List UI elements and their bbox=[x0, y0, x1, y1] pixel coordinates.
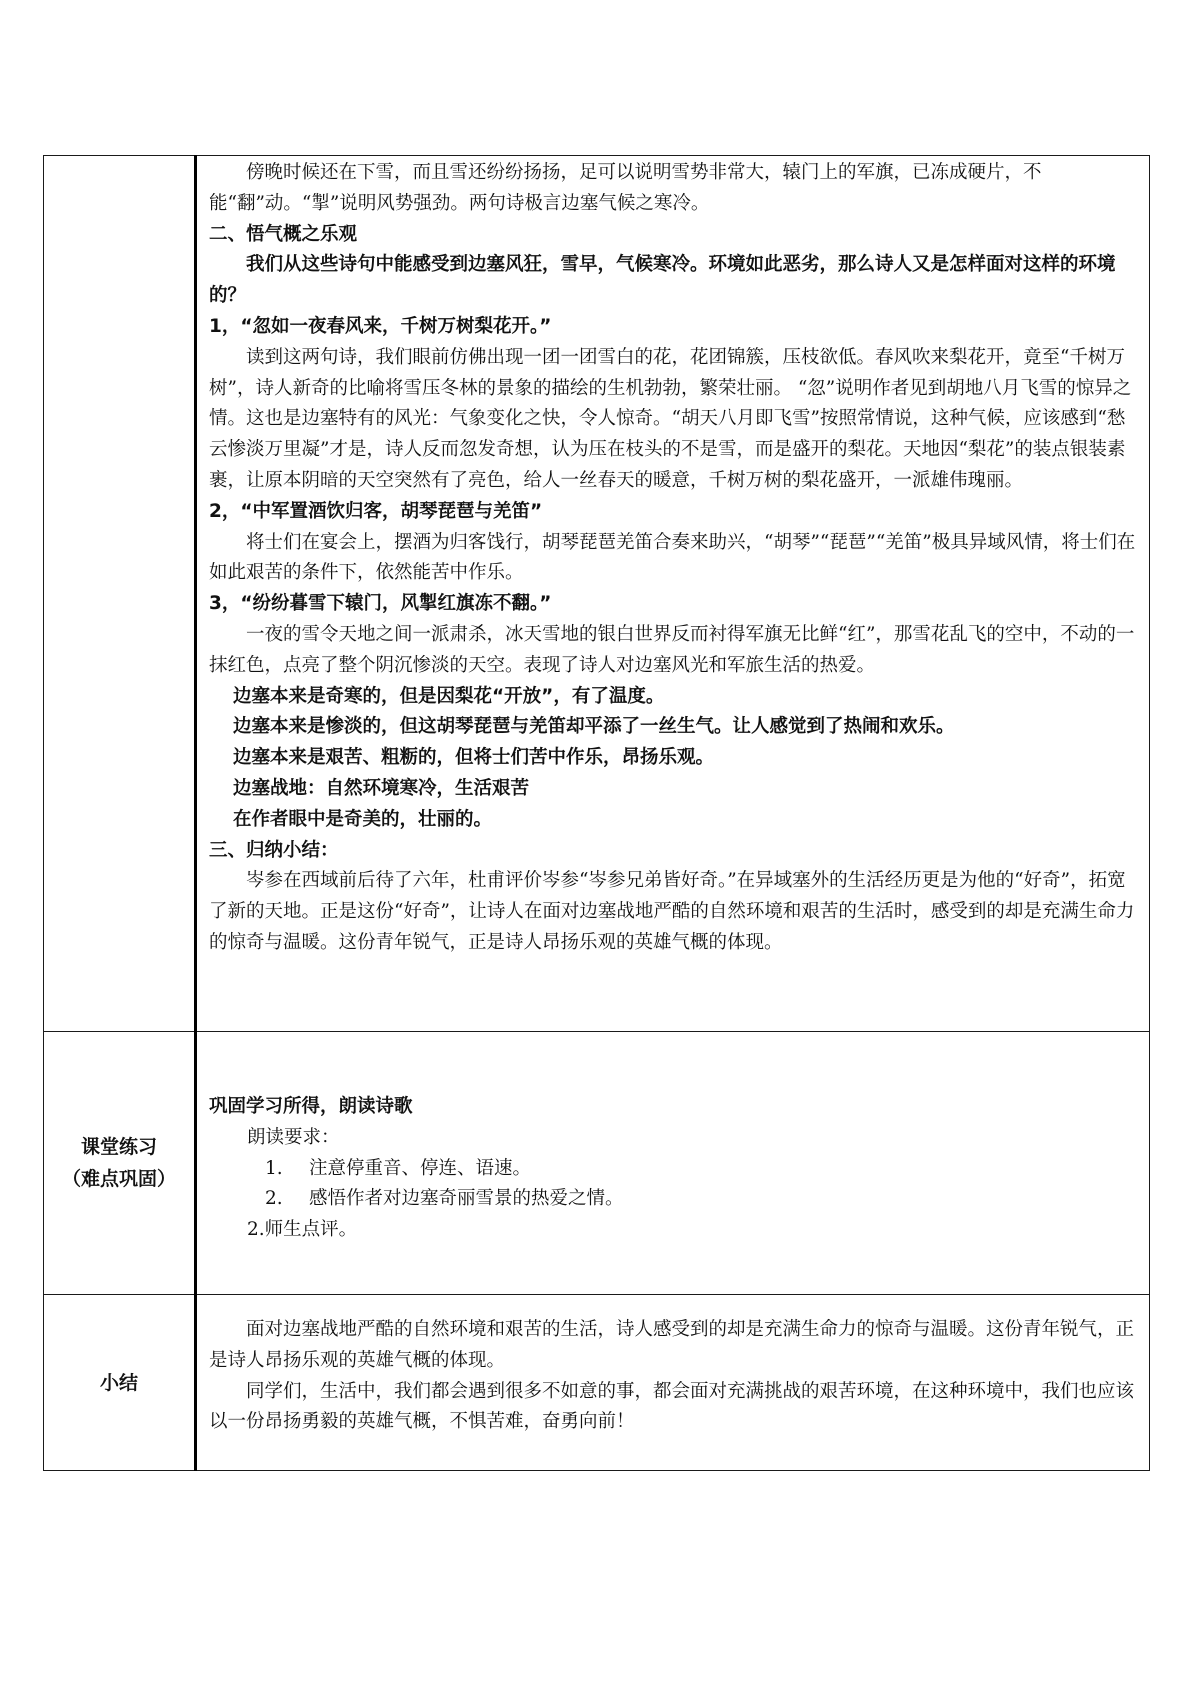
content-cell-summary bbox=[196, 1295, 1150, 1471]
conclusion-paragraph: 岑参在西域前后待了六年，杜甫评价岑参“岑参兄弟皆好奇。”在异域塞外的生活经历更是为他的“好奇”，拓宽了新的天地。正是这份“好奇”，让诗人在面对边塞战地严酷的自然环境和艰苦的生活时，感受到的却是充满生命力的惊奇与温暖。这份青年锐气，正是诗人昂扬乐观的英雄气概的体现。 bbox=[209, 870, 1135, 953]
row-label-classroom-practice bbox=[44, 1032, 196, 1295]
teacher-student-review: 2.师生点评。 bbox=[247, 1219, 358, 1241]
summary-paragraph-2: 同学们，生活中，我们都会遇到很多不如意的事，都会面对充满挑战的艰苦环境，在这种环境中，我们也应该以一份昂扬勇毅的英雄气概，不惧苦难，奋勇向前！ bbox=[209, 1380, 1135, 1433]
paragraph-snow-flag: 傍晚时候还在下雪，而且雪还纷纷扬扬，足可以说明雪势非常大，辕门上的军旗，已冻成硬片，不能“翻”动。“掣”说明风势强劲。两句诗极言边塞气候之寒冷。 bbox=[209, 162, 1042, 214]
content-cell-classroom-practice bbox=[196, 1032, 1150, 1295]
summary-line-4: 边塞战地：自然环境寒冷，生活艰苦 bbox=[233, 777, 530, 799]
poem-line-2: 2，“中军置酒饮归客，胡琴琵琶与羌笛” bbox=[209, 500, 543, 522]
requirement-text-2: 感悟作者对边塞奇丽雪景的热爱之情。 bbox=[309, 1188, 624, 1210]
summary-line-2: 边塞本来是惨淡的，但这胡琴琵琶与羌笛却平添了一丝生气。让人感觉到了热闹和欢乐。 bbox=[233, 716, 955, 738]
question-paragraph: 我们从这些诗句中能感受到边塞风狂，雪早，气候寒冷。环境如此恶劣，那么诗人又是怎样面对这样的环境的？ bbox=[209, 254, 1116, 307]
content-cell-teaching-process bbox=[196, 156, 1150, 1032]
summary-line-5: 在作者眼中是奇美的，壮丽的。 bbox=[233, 808, 493, 830]
table-row-teaching-process bbox=[44, 156, 1150, 1032]
requirement-item-1 bbox=[209, 1154, 1139, 1185]
label-practice-line2: （难点巩固） bbox=[61, 1168, 176, 1190]
section-heading-3: 三、归纳小结： bbox=[209, 839, 339, 861]
poem-line-3: 3，“纷纷暮雪下辕门，风掣红旗冻不翻。” bbox=[209, 593, 552, 615]
table-row-classroom-practice bbox=[44, 1032, 1150, 1295]
analysis-paragraph-2: 将士们在宴会上，摆酒为归客饯行，胡琴琵琶羌笛合奏来助兴，“胡琴”“琵琶”“羌笛”极具异域风情，将士们在如此艰苦的条件下，依然能苦中作乐。 bbox=[209, 531, 1136, 584]
row-label-cell-empty bbox=[44, 156, 196, 1032]
poem-line-1: 1，“忽如一夜春风来，千树万树梨花开。” bbox=[209, 315, 552, 337]
summary-paragraph-1: 面对边塞战地严酷的自然环境和艰苦的生活，诗人感受到的却是充满生命力的惊奇与温暖。这份青年锐气，正是诗人昂扬乐观的英雄气概的体现。 bbox=[209, 1319, 1135, 1371]
table-row-summary bbox=[44, 1295, 1150, 1471]
lesson-plan-table bbox=[43, 155, 1150, 1471]
practice-heading: 巩固学习所得，朗读诗歌 bbox=[209, 1096, 413, 1117]
requirement-text-1: 注意停重音、停连、语速。 bbox=[309, 1157, 532, 1179]
label-summary: 小结 bbox=[99, 1371, 138, 1394]
requirement-number-1: 1. bbox=[265, 1157, 283, 1179]
analysis-paragraph-3: 一夜的雪令天地之间一派肃杀，冰天雪地的银白世界反而衬得军旗无比鲜“红”，那雪花乱飞的空中，不动的一抹红色，点亮了整个阴沉惨淡的天空。表现了诗人对边塞风光和军旅生活的热爱。 bbox=[209, 623, 1135, 676]
reading-requirements-label: 朗读要求： bbox=[247, 1126, 340, 1148]
section-heading-2: 二、悟气概之乐观 bbox=[209, 223, 358, 245]
analysis-paragraph-1: 读到这两句诗，我们眼前仿佛出现一团一团雪白的花，花团锦簇，压枝欲低。春风吹来梨花开，竟至“千树万树”，诗人新奇的比喻将雪压冬林的景象的描绘的生机勃勃，繁荣壮丽。 “忽”说明作者见到胡地八月飞雪的惊异之情。这也是边塞特有的风光：气象变化之快，令人惊奇。“胡天八月即飞雪”按照常情说，这种气候，应该感到“愁云惨淡万里凝”才是，诗人反而忽发奇想，认为压在枝头的不是雪，而是盛开的梨花。天地因“梨花”的装点银装素裹，让原本阴暗的天空突然有了亮色，给人一丝春天的暖意，千树万树的梨花盛开，一派雄伟瑰丽。 bbox=[209, 346, 1132, 491]
requirement-item-2 bbox=[209, 1184, 1139, 1215]
requirement-number-2: 2. bbox=[265, 1188, 283, 1210]
label-practice-line1: 课堂练习 bbox=[80, 1136, 157, 1158]
summary-line-3: 边塞本来是艰苦、粗粝的，但将士们苦中作乐，昂扬乐观。 bbox=[233, 747, 715, 769]
row-label-summary bbox=[44, 1295, 196, 1471]
summary-line-1: 边塞本来是奇寒的，但是因梨花“开放”，有了温度。 bbox=[233, 685, 665, 707]
